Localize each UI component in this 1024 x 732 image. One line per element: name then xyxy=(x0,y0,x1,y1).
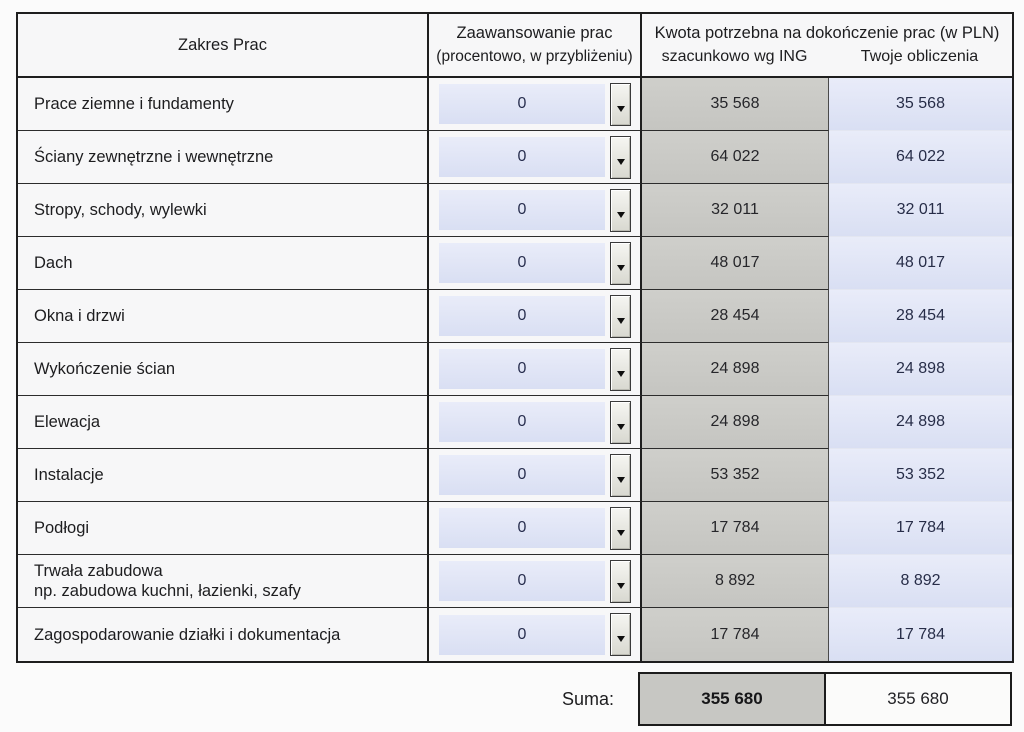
your-calculation-value: 24 898 xyxy=(896,413,945,430)
progress-dropdown[interactable] xyxy=(429,83,640,126)
ing-estimate-cell xyxy=(642,608,829,661)
your-calculation-cell[interactable] xyxy=(829,449,1012,502)
work-cost-table xyxy=(16,12,1014,663)
your-calculation-cell[interactable] xyxy=(829,502,1012,555)
dropdown-button[interactable] xyxy=(610,242,631,285)
your-calculation-cell[interactable] xyxy=(829,184,1012,237)
chevron-down-icon xyxy=(617,265,625,271)
sum-label: Suma: xyxy=(561,689,614,709)
your-calculation-value: 17 784 xyxy=(896,625,945,643)
table-header-row xyxy=(18,14,1012,78)
chevron-down-icon xyxy=(617,318,625,324)
header-scope-label: Zakres Prac xyxy=(178,35,267,54)
work-scope-label: Dach xyxy=(34,254,73,272)
header-amount-group xyxy=(642,14,1012,76)
progress-cell xyxy=(429,343,642,396)
progress-cell xyxy=(429,184,642,237)
progress-value[interactable]: 0 xyxy=(439,561,605,601)
progress-value[interactable]: 0 xyxy=(439,349,605,389)
ing-estimate-cell xyxy=(642,396,829,449)
your-calculation-cell[interactable] xyxy=(829,555,1012,608)
ing-estimate-value: 48 017 xyxy=(710,254,760,271)
chevron-down-icon xyxy=(617,636,625,642)
progress-dropdown[interactable] xyxy=(429,613,640,656)
work-scope-cell xyxy=(18,237,429,290)
your-calculation-value: 17 784 xyxy=(896,519,945,536)
table-row xyxy=(18,78,1012,131)
your-calculation-cell[interactable] xyxy=(829,131,1012,184)
progress-dropdown[interactable] xyxy=(429,454,640,497)
progress-value[interactable]: 0 xyxy=(439,137,605,177)
chevron-down-icon xyxy=(617,159,625,165)
header-amount-title: Kwota potrzebna na dokończenie prac (w PLN) xyxy=(654,24,1000,42)
header-your-calculation: Twoje obliczenia xyxy=(860,48,979,65)
progress-value[interactable]: 0 xyxy=(439,508,605,548)
work-scope-cell xyxy=(18,184,429,237)
work-scope-label: Ściany zewnętrzne i wewnętrzne xyxy=(34,148,274,166)
work-scope-label: Prace ziemne i fundamenty xyxy=(34,95,234,113)
your-calculation-value: 53 352 xyxy=(896,466,945,483)
chevron-down-icon xyxy=(617,371,625,377)
sum-row xyxy=(16,672,1014,726)
table-row xyxy=(18,184,1012,237)
progress-value[interactable]: 0 xyxy=(439,296,605,336)
chevron-down-icon xyxy=(617,106,625,112)
ing-estimate-value: 17 784 xyxy=(710,519,760,536)
sum-ing-total-value: 355 680 xyxy=(701,689,763,708)
your-calculation-cell[interactable] xyxy=(829,343,1012,396)
progress-value[interactable]: 0 xyxy=(439,190,605,230)
header-progress-line1: Zaawansowanie prac xyxy=(456,24,613,42)
your-calculation-cell[interactable] xyxy=(829,396,1012,449)
table-row xyxy=(18,555,1012,608)
chevron-down-icon xyxy=(617,530,625,536)
your-calculation-cell[interactable] xyxy=(829,608,1012,661)
work-scope-label: Elewacja xyxy=(34,413,101,431)
table-row xyxy=(18,449,1012,502)
table-row xyxy=(18,502,1012,555)
ing-estimate-cell xyxy=(642,290,829,343)
progress-dropdown[interactable] xyxy=(429,189,640,232)
ing-estimate-cell xyxy=(642,343,829,396)
progress-cell xyxy=(429,237,642,290)
dropdown-button[interactable] xyxy=(610,507,631,550)
dropdown-button[interactable] xyxy=(610,136,631,179)
header-scope xyxy=(18,14,429,76)
chevron-down-icon xyxy=(617,212,625,218)
ing-estimate-value: 28 454 xyxy=(710,307,760,324)
your-calculation-value: 64 022 xyxy=(896,148,945,165)
dropdown-button[interactable] xyxy=(610,295,631,338)
chevron-down-icon xyxy=(617,424,625,430)
your-calculation-value: 35 568 xyxy=(896,95,945,112)
your-calculation-value: 32 011 xyxy=(896,201,945,218)
work-scope-cell xyxy=(18,502,429,555)
work-scope-cell xyxy=(18,396,429,449)
progress-cell xyxy=(429,290,642,343)
your-calculation-cell[interactable] xyxy=(829,78,1012,131)
progress-dropdown[interactable] xyxy=(429,242,640,285)
progress-value[interactable]: 0 xyxy=(439,402,605,442)
progress-value[interactable]: 0 xyxy=(439,615,605,655)
dropdown-button[interactable] xyxy=(610,189,631,232)
table-row xyxy=(18,237,1012,290)
progress-cell xyxy=(429,396,642,449)
dropdown-button[interactable] xyxy=(610,454,631,497)
ing-estimate-value: 24 898 xyxy=(710,360,760,377)
dropdown-button[interactable] xyxy=(610,83,631,126)
ing-estimate-value: 35 568 xyxy=(710,95,760,112)
ing-estimate-value: 17 784 xyxy=(710,625,760,643)
progress-dropdown[interactable] xyxy=(429,136,640,179)
dropdown-button[interactable] xyxy=(610,348,631,391)
your-calculation-value: 28 454 xyxy=(896,307,945,324)
dropdown-button[interactable] xyxy=(610,613,631,656)
progress-cell xyxy=(429,502,642,555)
work-scope-label: Wykończenie ścian xyxy=(34,360,176,378)
work-scope-cell xyxy=(18,608,429,661)
progress-value[interactable]: 0 xyxy=(439,455,605,495)
dropdown-button[interactable] xyxy=(610,560,631,603)
chevron-down-icon xyxy=(617,583,625,589)
work-scope-cell xyxy=(18,78,429,131)
your-calculation-value: 8 892 xyxy=(900,572,941,589)
progress-cell xyxy=(429,78,642,131)
ing-estimate-cell xyxy=(642,449,829,502)
header-progress-line2: (procentowo, w przybliżeniu) xyxy=(436,48,633,65)
progress-cell xyxy=(429,449,642,502)
ing-estimate-cell xyxy=(642,131,829,184)
progress-dropdown[interactable] xyxy=(429,295,640,338)
dropdown-button[interactable] xyxy=(610,401,631,444)
work-scope-cell xyxy=(18,290,429,343)
progress-cell xyxy=(429,131,642,184)
work-scope-cell xyxy=(18,449,429,502)
your-calculation-value: 48 017 xyxy=(896,254,945,271)
work-scope-cell xyxy=(18,131,429,184)
progress-dropdown[interactable] xyxy=(429,507,640,550)
progress-dropdown[interactable] xyxy=(429,560,640,603)
table-row xyxy=(18,608,1012,661)
work-scope-label: Okna i drzwi xyxy=(34,307,125,325)
chevron-down-icon xyxy=(617,477,625,483)
work-scope-label: Stropy, schody, wylewki xyxy=(34,201,207,219)
ing-estimate-cell xyxy=(642,78,829,131)
ing-estimate-value: 53 352 xyxy=(710,466,760,483)
ing-estimate-cell xyxy=(642,237,829,290)
ing-estimate-value: 32 011 xyxy=(711,201,759,218)
ing-estimate-value: 8 892 xyxy=(714,572,756,589)
ing-estimate-cell xyxy=(642,555,829,608)
progress-cell xyxy=(429,608,642,661)
work-scope-label: Trwała zabudowa xyxy=(34,562,163,580)
sum-your-total-value: 355 680 xyxy=(887,689,949,708)
progress-dropdown[interactable] xyxy=(429,401,640,444)
ing-estimate-value: 64 022 xyxy=(710,148,760,165)
table-row xyxy=(18,343,1012,396)
sum-ing-total xyxy=(638,672,826,726)
work-scope-sublabel: np. zabudowa kuchni, łazienki, szafy xyxy=(34,582,301,600)
your-calculation-cell[interactable] xyxy=(829,290,1012,343)
ing-estimate-cell xyxy=(642,184,829,237)
progress-dropdown[interactable] xyxy=(429,348,640,391)
progress-cell xyxy=(429,555,642,608)
progress-value[interactable]: 0 xyxy=(439,243,605,283)
sum-your-total xyxy=(824,672,1012,726)
work-scope-label: Podłogi xyxy=(34,519,90,537)
table-row xyxy=(18,131,1012,184)
ing-estimate-cell xyxy=(642,502,829,555)
your-calculation-value: 24 898 xyxy=(896,360,945,377)
progress-value[interactable]: 0 xyxy=(439,84,605,124)
work-scope-cell xyxy=(18,555,429,608)
ing-estimate-value: 24 898 xyxy=(710,413,760,430)
header-ing-estimate: szacunkowo wg ING xyxy=(661,48,808,65)
table-row xyxy=(18,290,1012,343)
work-scope-label: Instalacje xyxy=(34,466,104,484)
your-calculation-cell[interactable] xyxy=(829,237,1012,290)
table-row xyxy=(18,396,1012,449)
header-progress xyxy=(429,14,642,76)
work-scope-label: Zagospodarowanie działki i dokumentacja xyxy=(34,625,341,644)
work-scope-cell xyxy=(18,343,429,396)
